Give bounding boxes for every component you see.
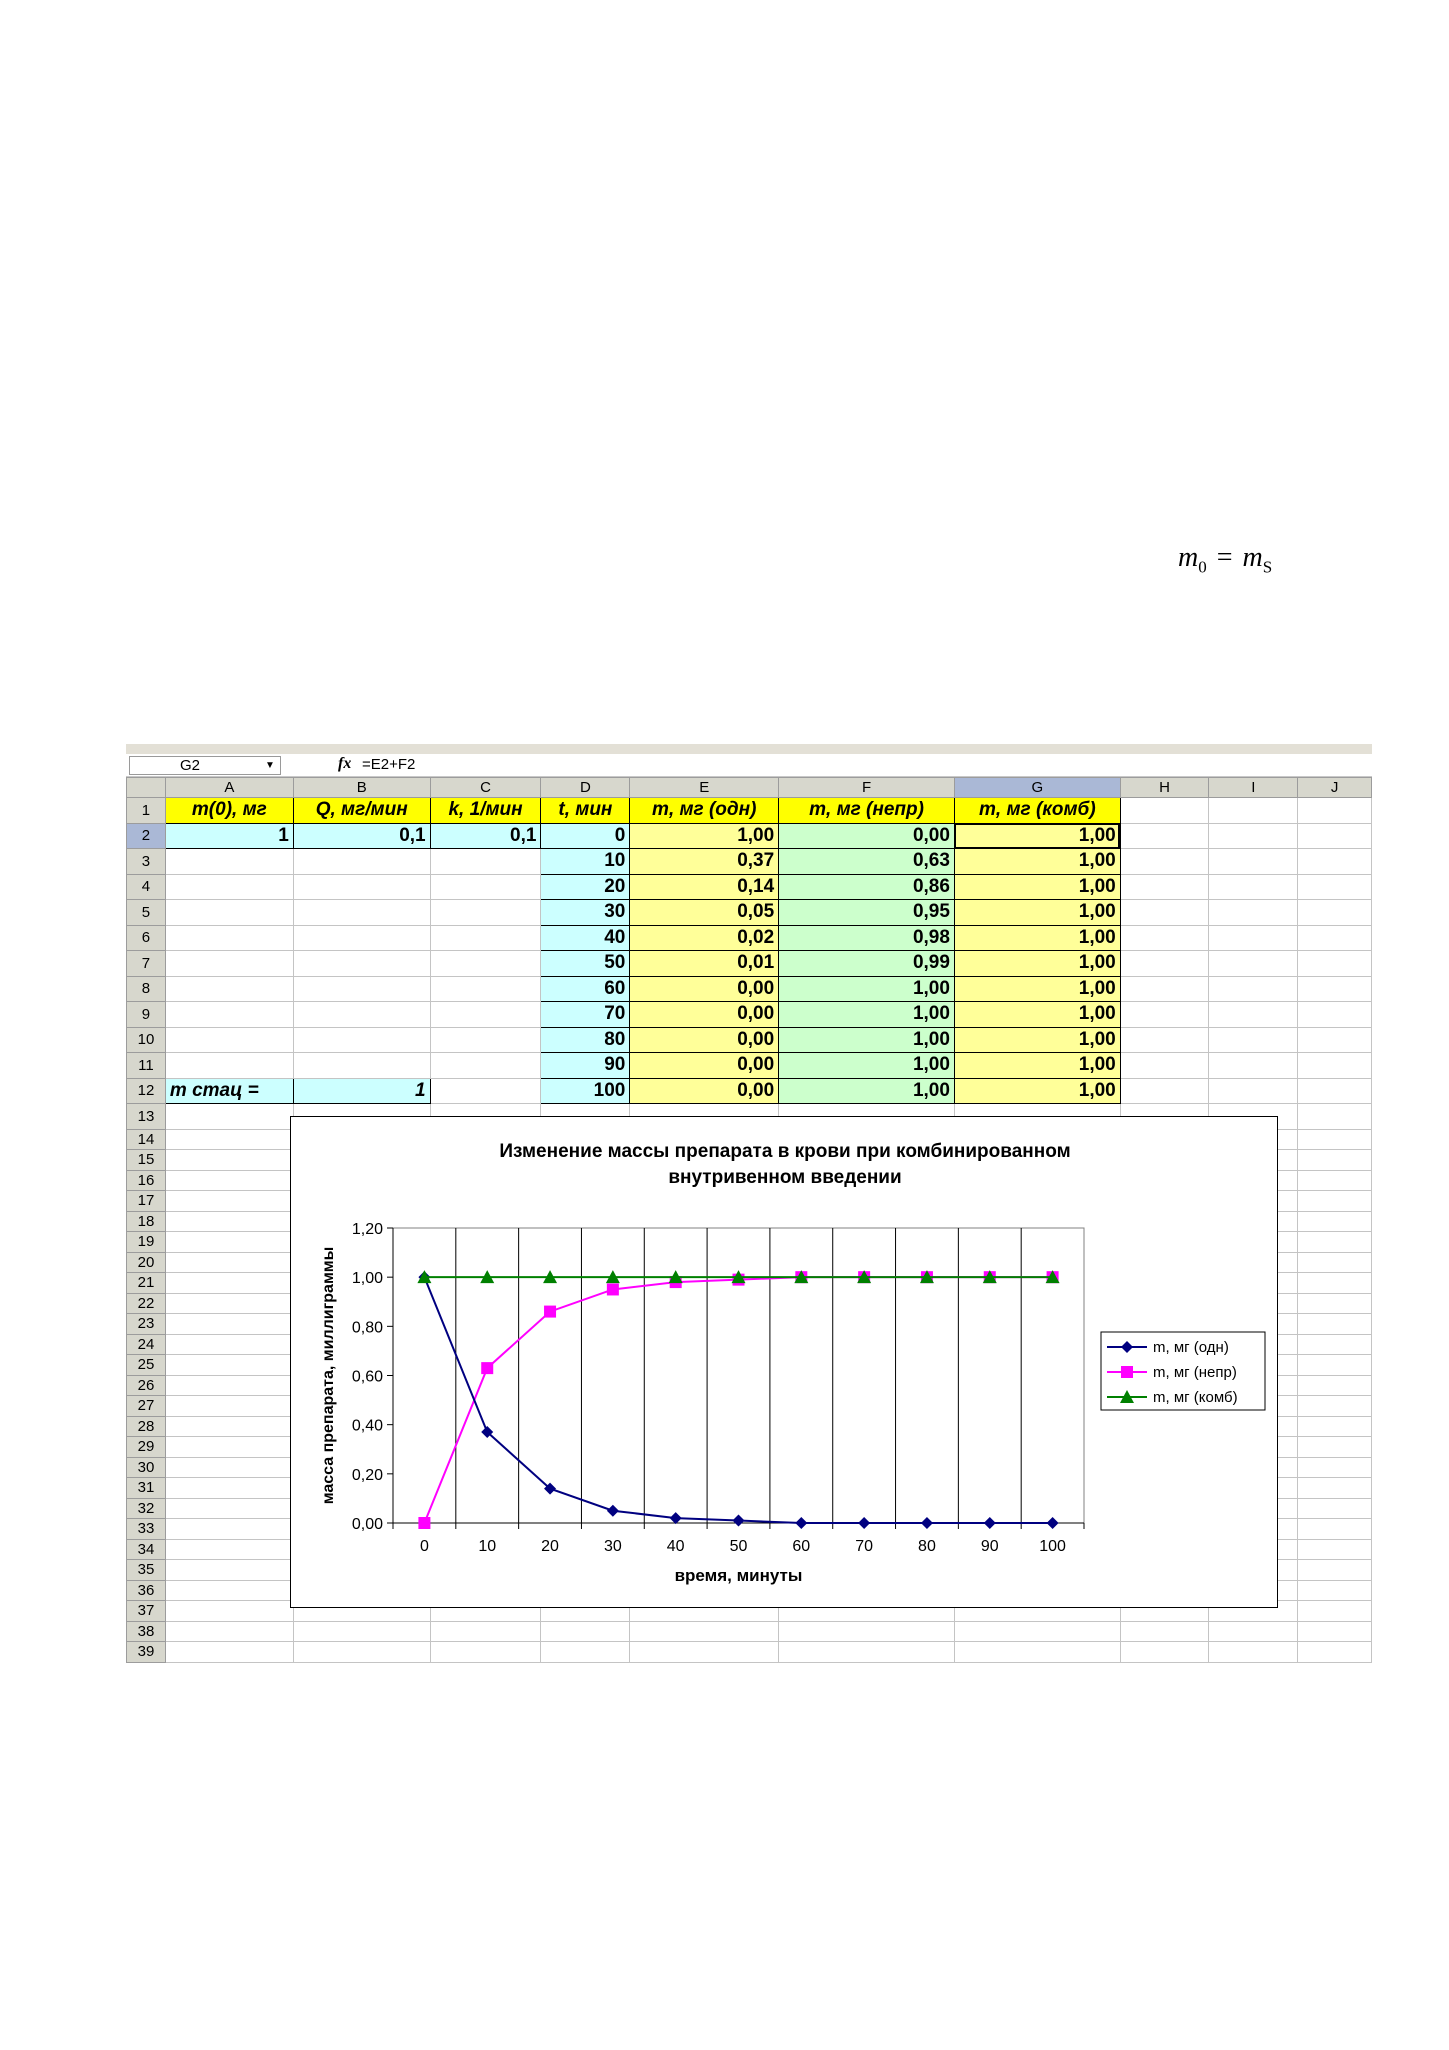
cell-j34[interactable] (1298, 1539, 1372, 1560)
cell-i39[interactable] (1209, 1642, 1298, 1663)
cell-h7[interactable] (1120, 951, 1209, 977)
cell-e8[interactable]: 0,00 (630, 976, 779, 1002)
cell-a2[interactable]: 1 (165, 823, 293, 849)
row-header[interactable]: 20 (127, 1252, 166, 1273)
line-chart (291, 1117, 1277, 1607)
row-header[interactable]: 38 (127, 1621, 166, 1642)
cell-a21[interactable] (165, 1273, 293, 1294)
cell-d12[interactable]: 100 (541, 1078, 630, 1104)
cell-j29[interactable] (1298, 1437, 1372, 1458)
row-header[interactable]: 32 (127, 1498, 166, 1519)
cell-g8[interactable]: 1,00 (954, 976, 1120, 1002)
cell-g12[interactable]: 1,00 (954, 1078, 1120, 1104)
cell-c12[interactable] (430, 1078, 541, 1104)
cell-d38[interactable] (541, 1621, 630, 1642)
cell-j2[interactable] (1298, 823, 1372, 849)
y-tick-label: 1,20 (351, 1221, 383, 1238)
cell-a20[interactable] (165, 1252, 293, 1273)
cell-e38[interactable] (630, 1621, 779, 1642)
cell-j27[interactable] (1298, 1396, 1372, 1417)
column-header-i[interactable]: I (1209, 778, 1298, 798)
x-tick-label: 80 (918, 1538, 936, 1555)
cell-j31[interactable] (1298, 1478, 1372, 1499)
cell-a32[interactable] (165, 1498, 293, 1519)
cell-j22[interactable] (1298, 1293, 1372, 1314)
row-header[interactable]: 9 (127, 1002, 166, 1028)
cell-a26[interactable] (165, 1375, 293, 1396)
x-tick-label: 40 (666, 1538, 685, 1555)
cell-j4[interactable] (1298, 874, 1372, 900)
cell-f10[interactable]: 1,00 (779, 1027, 955, 1053)
cell-a16[interactable] (165, 1170, 293, 1191)
cell-b11[interactable] (293, 1053, 430, 1079)
cell-e6[interactable]: 0,02 (630, 925, 779, 951)
cell-a34[interactable] (165, 1539, 293, 1560)
cell-i8[interactable] (1209, 976, 1298, 1002)
cell-e1[interactable]: m, мг (одн) (630, 798, 779, 824)
cell-c3[interactable] (430, 849, 541, 875)
y-tick-label: 0,00 (351, 1516, 383, 1533)
spreadsheet-screenshot (126, 744, 1372, 1664)
legend-label-2: m, мг (непр) (1153, 1364, 1237, 1381)
data-point-2-3 (607, 1283, 619, 1295)
cell-d39[interactable] (541, 1642, 630, 1663)
cell-g11[interactable]: 1,00 (954, 1053, 1120, 1079)
cell-g9[interactable]: 1,00 (954, 1002, 1120, 1028)
cell-c6[interactable] (430, 925, 541, 951)
row-header[interactable]: 3 (127, 849, 166, 875)
cell-j24[interactable] (1298, 1334, 1372, 1355)
cell-e3[interactable]: 0,37 (630, 849, 779, 875)
cell-j35[interactable] (1298, 1560, 1372, 1581)
cell-e10[interactable]: 0,00 (630, 1027, 779, 1053)
column-header-h[interactable]: H (1120, 778, 1209, 798)
sheet-row (127, 1053, 1372, 1079)
cell-b2[interactable]: 0,1 (293, 823, 430, 849)
cell-f4[interactable]: 0,86 (779, 874, 955, 900)
cell-d7[interactable]: 50 (541, 951, 630, 977)
sheet-row (127, 874, 1372, 900)
cell-b10[interactable] (293, 1027, 430, 1053)
cell-j15[interactable] (1298, 1150, 1372, 1171)
cell-c1[interactable]: k, 1/мин (430, 798, 541, 824)
cell-e4[interactable]: 0,14 (630, 874, 779, 900)
cell-i11[interactable] (1209, 1053, 1298, 1079)
cell-i9[interactable] (1209, 1002, 1298, 1028)
row-header[interactable]: 19 (127, 1232, 166, 1253)
cell-j18[interactable] (1298, 1211, 1372, 1232)
cell-a8[interactable] (165, 976, 293, 1002)
chart-title-line-2: внутривенном введении (668, 1167, 902, 1188)
name-box-value: G2 (180, 757, 201, 774)
cell-f2[interactable]: 0,00 (779, 823, 955, 849)
cell-a4[interactable] (165, 874, 293, 900)
cell-g10[interactable]: 1,00 (954, 1027, 1120, 1053)
cell-a31[interactable] (165, 1478, 293, 1499)
cell-h11[interactable] (1120, 1053, 1209, 1079)
cell-d5[interactable]: 30 (541, 900, 630, 926)
cell-h10[interactable] (1120, 1027, 1209, 1053)
cell-h8[interactable] (1120, 976, 1209, 1002)
cell-e12[interactable]: 0,00 (630, 1078, 779, 1104)
cell-g7[interactable]: 1,00 (954, 951, 1120, 977)
sheet-row (127, 798, 1372, 824)
cell-a38[interactable] (165, 1621, 293, 1642)
cell-i12[interactable] (1209, 1078, 1298, 1104)
cell-i6[interactable] (1209, 925, 1298, 951)
cell-e7[interactable]: 0,01 (630, 951, 779, 977)
cell-c7[interactable] (430, 951, 541, 977)
sheet-row (127, 925, 1372, 951)
row-header[interactable]: 25 (127, 1355, 166, 1376)
data-point-2-0 (418, 1517, 430, 1529)
cell-b38[interactable] (293, 1621, 430, 1642)
cell-j16[interactable] (1298, 1170, 1372, 1191)
row-header[interactable]: 8 (127, 976, 166, 1002)
cell-a18[interactable] (165, 1211, 293, 1232)
row-header[interactable]: 24 (127, 1334, 166, 1355)
cell-a33[interactable] (165, 1519, 293, 1540)
row-header[interactable]: 5 (127, 900, 166, 926)
cell-a7[interactable] (165, 951, 293, 977)
x-tick-label: 30 (603, 1538, 622, 1555)
sheet-row (127, 1642, 1372, 1663)
cell-a11[interactable] (165, 1053, 293, 1079)
cell-g3[interactable]: 1,00 (954, 849, 1120, 875)
fx-icon[interactable]: fx (338, 755, 352, 772)
sheet-row (127, 951, 1372, 977)
cell-h1[interactable] (1120, 798, 1209, 824)
cell-j1[interactable] (1298, 798, 1372, 824)
chart-area[interactable] (290, 1116, 1278, 1608)
formula-input[interactable]: =E2+F2 (362, 756, 416, 773)
cell-a14[interactable] (165, 1129, 293, 1150)
cell-e11[interactable]: 0,00 (630, 1053, 779, 1079)
formula-bar (126, 754, 1372, 777)
cell-j30[interactable] (1298, 1457, 1372, 1478)
cell-h38[interactable] (1120, 1621, 1209, 1642)
cell-i4[interactable] (1209, 874, 1298, 900)
sheet-row (127, 1621, 1372, 1642)
cell-h9[interactable] (1120, 1002, 1209, 1028)
sheet-row (127, 1027, 1372, 1053)
cell-a29[interactable] (165, 1437, 293, 1458)
cell-f8[interactable]: 1,00 (779, 976, 955, 1002)
cell-c2[interactable]: 0,1 (430, 823, 541, 849)
column-header-e[interactable]: E (630, 778, 779, 798)
cell-b4[interactable] (293, 874, 430, 900)
cell-h39[interactable] (1120, 1642, 1209, 1663)
row-header[interactable]: 11 (127, 1053, 166, 1079)
cell-i7[interactable] (1209, 951, 1298, 977)
cell-a13[interactable] (165, 1104, 293, 1130)
row-header[interactable]: 17 (127, 1191, 166, 1212)
legend-label-1: m, мг (одн) (1153, 1339, 1229, 1356)
row-header[interactable]: 2 (127, 823, 166, 849)
row-header[interactable]: 33 (127, 1519, 166, 1540)
cell-c39[interactable] (430, 1642, 541, 1663)
cell-j38[interactable] (1298, 1621, 1372, 1642)
cell-f11[interactable]: 1,00 (779, 1053, 955, 1079)
row-header[interactable]: 37 (127, 1601, 166, 1622)
cell-i3[interactable] (1209, 849, 1298, 875)
cell-c4[interactable] (430, 874, 541, 900)
y-tick-label: 0,20 (351, 1466, 383, 1484)
row-header[interactable]: 15 (127, 1150, 166, 1171)
y-tick-label: 0,40 (351, 1417, 383, 1435)
cell-d11[interactable]: 90 (541, 1053, 630, 1079)
column-header-g[interactable]: G (954, 778, 1120, 798)
cell-a10[interactable] (165, 1027, 293, 1053)
cell-d6[interactable]: 40 (541, 925, 630, 951)
cell-j37[interactable] (1298, 1601, 1372, 1622)
cell-e39[interactable] (630, 1642, 779, 1663)
cell-j39[interactable] (1298, 1642, 1372, 1663)
cell-j25[interactable] (1298, 1355, 1372, 1376)
cell-j12[interactable] (1298, 1078, 1372, 1104)
x-tick-label: 0 (419, 1538, 429, 1555)
steady-state-formula (1178, 542, 1272, 578)
name-box[interactable] (129, 756, 281, 775)
cell-g5[interactable]: 1,00 (954, 900, 1120, 926)
x-tick-label: 90 (980, 1538, 999, 1555)
cell-j28[interactable] (1298, 1416, 1372, 1437)
cell-a30[interactable] (165, 1457, 293, 1478)
row-header[interactable]: 28 (127, 1416, 166, 1437)
row-header[interactable]: 34 (127, 1539, 166, 1560)
cell-j33[interactable] (1298, 1519, 1372, 1540)
cell-c9[interactable] (430, 1002, 541, 1028)
cell-j10[interactable] (1298, 1027, 1372, 1053)
cell-j7[interactable] (1298, 951, 1372, 977)
y-tick-label: 1,00 (351, 1270, 383, 1288)
x-tick-label: 100 (1039, 1538, 1066, 1555)
column-header-b[interactable]: B (293, 778, 430, 798)
select-all-corner[interactable] (127, 778, 166, 798)
cell-j20[interactable] (1298, 1252, 1372, 1273)
sheet-row (127, 900, 1372, 926)
cell-j32[interactable] (1298, 1498, 1372, 1519)
sheet-row (127, 1078, 1372, 1104)
cell-a15[interactable] (165, 1150, 293, 1171)
cell-j23[interactable] (1298, 1314, 1372, 1335)
row-header[interactable]: 18 (127, 1211, 166, 1232)
cell-b3[interactable] (293, 849, 430, 875)
cell-d1[interactable]: t, мин (541, 798, 630, 824)
column-header-d[interactable]: D (541, 778, 630, 798)
cell-a25[interactable] (165, 1355, 293, 1376)
y-axis-title: масса препарата, миллиграммы (320, 1246, 337, 1505)
cell-i10[interactable] (1209, 1027, 1298, 1053)
cell-a24[interactable] (165, 1334, 293, 1355)
cell-c8[interactable] (430, 976, 541, 1002)
cell-i38[interactable] (1209, 1621, 1298, 1642)
cell-a35[interactable] (165, 1560, 293, 1581)
cell-j19[interactable] (1298, 1232, 1372, 1253)
cell-j11[interactable] (1298, 1053, 1372, 1079)
row-header[interactable]: 39 (127, 1642, 166, 1663)
cell-a9[interactable] (165, 1002, 293, 1028)
column-header-f[interactable]: F (779, 778, 955, 798)
cell-h6[interactable] (1120, 925, 1209, 951)
cell-f12[interactable]: 1,00 (779, 1078, 955, 1104)
row-header[interactable]: 23 (127, 1314, 166, 1335)
cell-a36[interactable] (165, 1580, 293, 1601)
cell-d2[interactable]: 0 (541, 823, 630, 849)
row-header[interactable]: 6 (127, 925, 166, 951)
cell-b5[interactable] (293, 900, 430, 926)
cell-h12[interactable] (1120, 1078, 1209, 1104)
cell-a17[interactable] (165, 1191, 293, 1212)
row-header[interactable]: 13 (127, 1104, 166, 1130)
cell-j8[interactable] (1298, 976, 1372, 1002)
cell-b1[interactable]: Q, мг/мин (293, 798, 430, 824)
cell-e5[interactable]: 0,05 (630, 900, 779, 926)
formula-equals: = (1216, 542, 1233, 573)
cell-f3[interactable]: 0,63 (779, 849, 955, 875)
chart-title-line-1: Изменение массы препарата в крови при комбинированном (499, 1141, 1071, 1162)
cell-g38[interactable] (954, 1621, 1120, 1642)
x-tick-label: 50 (729, 1538, 748, 1555)
cell-j3[interactable] (1298, 849, 1372, 875)
cell-b7[interactable] (293, 951, 430, 977)
formula-ms: $m_S$ (1242, 542, 1273, 577)
x-tick-label: 70 (855, 1538, 874, 1555)
row-header[interactable]: 30 (127, 1457, 166, 1478)
cell-g1[interactable]: m, мг (комб) (954, 798, 1120, 824)
cell-f9[interactable]: 1,00 (779, 1002, 955, 1028)
row-header[interactable]: 7 (127, 951, 166, 977)
row-header[interactable]: 10 (127, 1027, 166, 1053)
cell-f6[interactable]: 0,98 (779, 925, 955, 951)
x-tick-label: 10 (478, 1538, 497, 1555)
cell-a1[interactable]: m(0), мг (165, 798, 293, 824)
y-tick-label: 0,60 (351, 1368, 383, 1386)
cell-e9[interactable]: 0,00 (630, 1002, 779, 1028)
row-header[interactable]: 16 (127, 1170, 166, 1191)
cell-h3[interactable] (1120, 849, 1209, 875)
y-tick-label: 0,80 (351, 1319, 383, 1337)
cell-j5[interactable] (1298, 900, 1372, 926)
cell-f38[interactable] (779, 1621, 955, 1642)
cell-g39[interactable] (954, 1642, 1120, 1663)
cell-d9[interactable]: 70 (541, 1002, 630, 1028)
cell-j26[interactable] (1298, 1375, 1372, 1396)
cell-e2[interactable]: 1,00 (630, 823, 779, 849)
cell-a28[interactable] (165, 1416, 293, 1437)
cell-i5[interactable] (1209, 900, 1298, 926)
cell-c10[interactable] (430, 1027, 541, 1053)
cell-f7[interactable]: 0,99 (779, 951, 955, 977)
row-header[interactable]: 1 (127, 798, 166, 824)
data-point-2-2 (544, 1306, 556, 1318)
cell-c5[interactable] (430, 900, 541, 926)
cell-a27[interactable] (165, 1396, 293, 1417)
formula-m0: $m_0$ (1178, 542, 1207, 577)
cell-g2[interactable]: 1,00 (954, 823, 1120, 849)
cell-b39[interactable] (293, 1642, 430, 1663)
cell-c11[interactable] (430, 1053, 541, 1079)
cell-c38[interactable] (430, 1621, 541, 1642)
cell-d3[interactable]: 10 (541, 849, 630, 875)
cell-a5[interactable] (165, 900, 293, 926)
cell-d4[interactable]: 20 (541, 874, 630, 900)
cell-j14[interactable] (1298, 1129, 1372, 1150)
x-axis-title: время, минуты (674, 1566, 803, 1585)
cell-a19[interactable] (165, 1232, 293, 1253)
cell-a12[interactable]: m стац = (165, 1078, 293, 1104)
cell-b12[interactable]: 1 (293, 1078, 430, 1104)
x-tick-label: 60 (792, 1538, 811, 1555)
cell-a39[interactable] (165, 1642, 293, 1663)
cell-g4[interactable]: 1,00 (954, 874, 1120, 900)
cell-j13[interactable] (1298, 1104, 1372, 1130)
cell-i1[interactable] (1209, 798, 1298, 824)
cell-b8[interactable] (293, 976, 430, 1002)
cell-h2[interactable] (1120, 823, 1209, 849)
data-point-2-1 (481, 1362, 493, 1374)
cell-d8[interactable]: 60 (541, 976, 630, 1002)
sheet-row (127, 1002, 1372, 1028)
cell-j17[interactable] (1298, 1191, 1372, 1212)
cell-f5[interactable]: 0,95 (779, 900, 955, 926)
cell-j9[interactable] (1298, 1002, 1372, 1028)
cell-j21[interactable] (1298, 1273, 1372, 1294)
cell-j36[interactable] (1298, 1580, 1372, 1601)
row-header[interactable]: 12 (127, 1078, 166, 1104)
legend-marker-2 (1121, 1366, 1133, 1378)
cell-h4[interactable] (1120, 874, 1209, 900)
cell-a22[interactable] (165, 1293, 293, 1314)
row-header[interactable]: 14 (127, 1129, 166, 1150)
sheet-row (127, 849, 1372, 875)
x-tick-label: 20 (541, 1538, 559, 1555)
cell-g6[interactable]: 1,00 (954, 925, 1120, 951)
sheet-row (127, 976, 1372, 1002)
cell-i2[interactable] (1209, 823, 1298, 849)
chevron-down-icon[interactable]: ▼ (265, 760, 275, 771)
column-header-a[interactable]: A (165, 778, 293, 798)
cell-f39[interactable] (779, 1642, 955, 1663)
cell-a23[interactable] (165, 1314, 293, 1335)
cell-b9[interactable] (293, 1002, 430, 1028)
cell-f1[interactable]: m, мг (непр) (779, 798, 955, 824)
row-header[interactable]: 26 (127, 1375, 166, 1396)
row-header[interactable]: 36 (127, 1580, 166, 1601)
cell-d10[interactable]: 80 (541, 1027, 630, 1053)
cell-j6[interactable] (1298, 925, 1372, 951)
column-header-c[interactable]: C (430, 778, 541, 798)
row-header[interactable]: 35 (127, 1560, 166, 1581)
cell-a37[interactable] (165, 1601, 293, 1622)
row-header[interactable]: 27 (127, 1396, 166, 1417)
cell-a6[interactable] (165, 925, 293, 951)
sheet-row (127, 823, 1372, 849)
cell-a3[interactable] (165, 849, 293, 875)
legend-label-3: m, мг (комб) (1153, 1389, 1238, 1406)
row-header[interactable]: 29 (127, 1437, 166, 1458)
cell-b6[interactable] (293, 925, 430, 951)
row-header[interactable]: 31 (127, 1478, 166, 1499)
row-header[interactable]: 4 (127, 874, 166, 900)
row-header[interactable]: 22 (127, 1293, 166, 1314)
row-header[interactable]: 21 (127, 1273, 166, 1294)
cell-h5[interactable] (1120, 900, 1209, 926)
column-header-j[interactable]: J (1298, 778, 1372, 798)
